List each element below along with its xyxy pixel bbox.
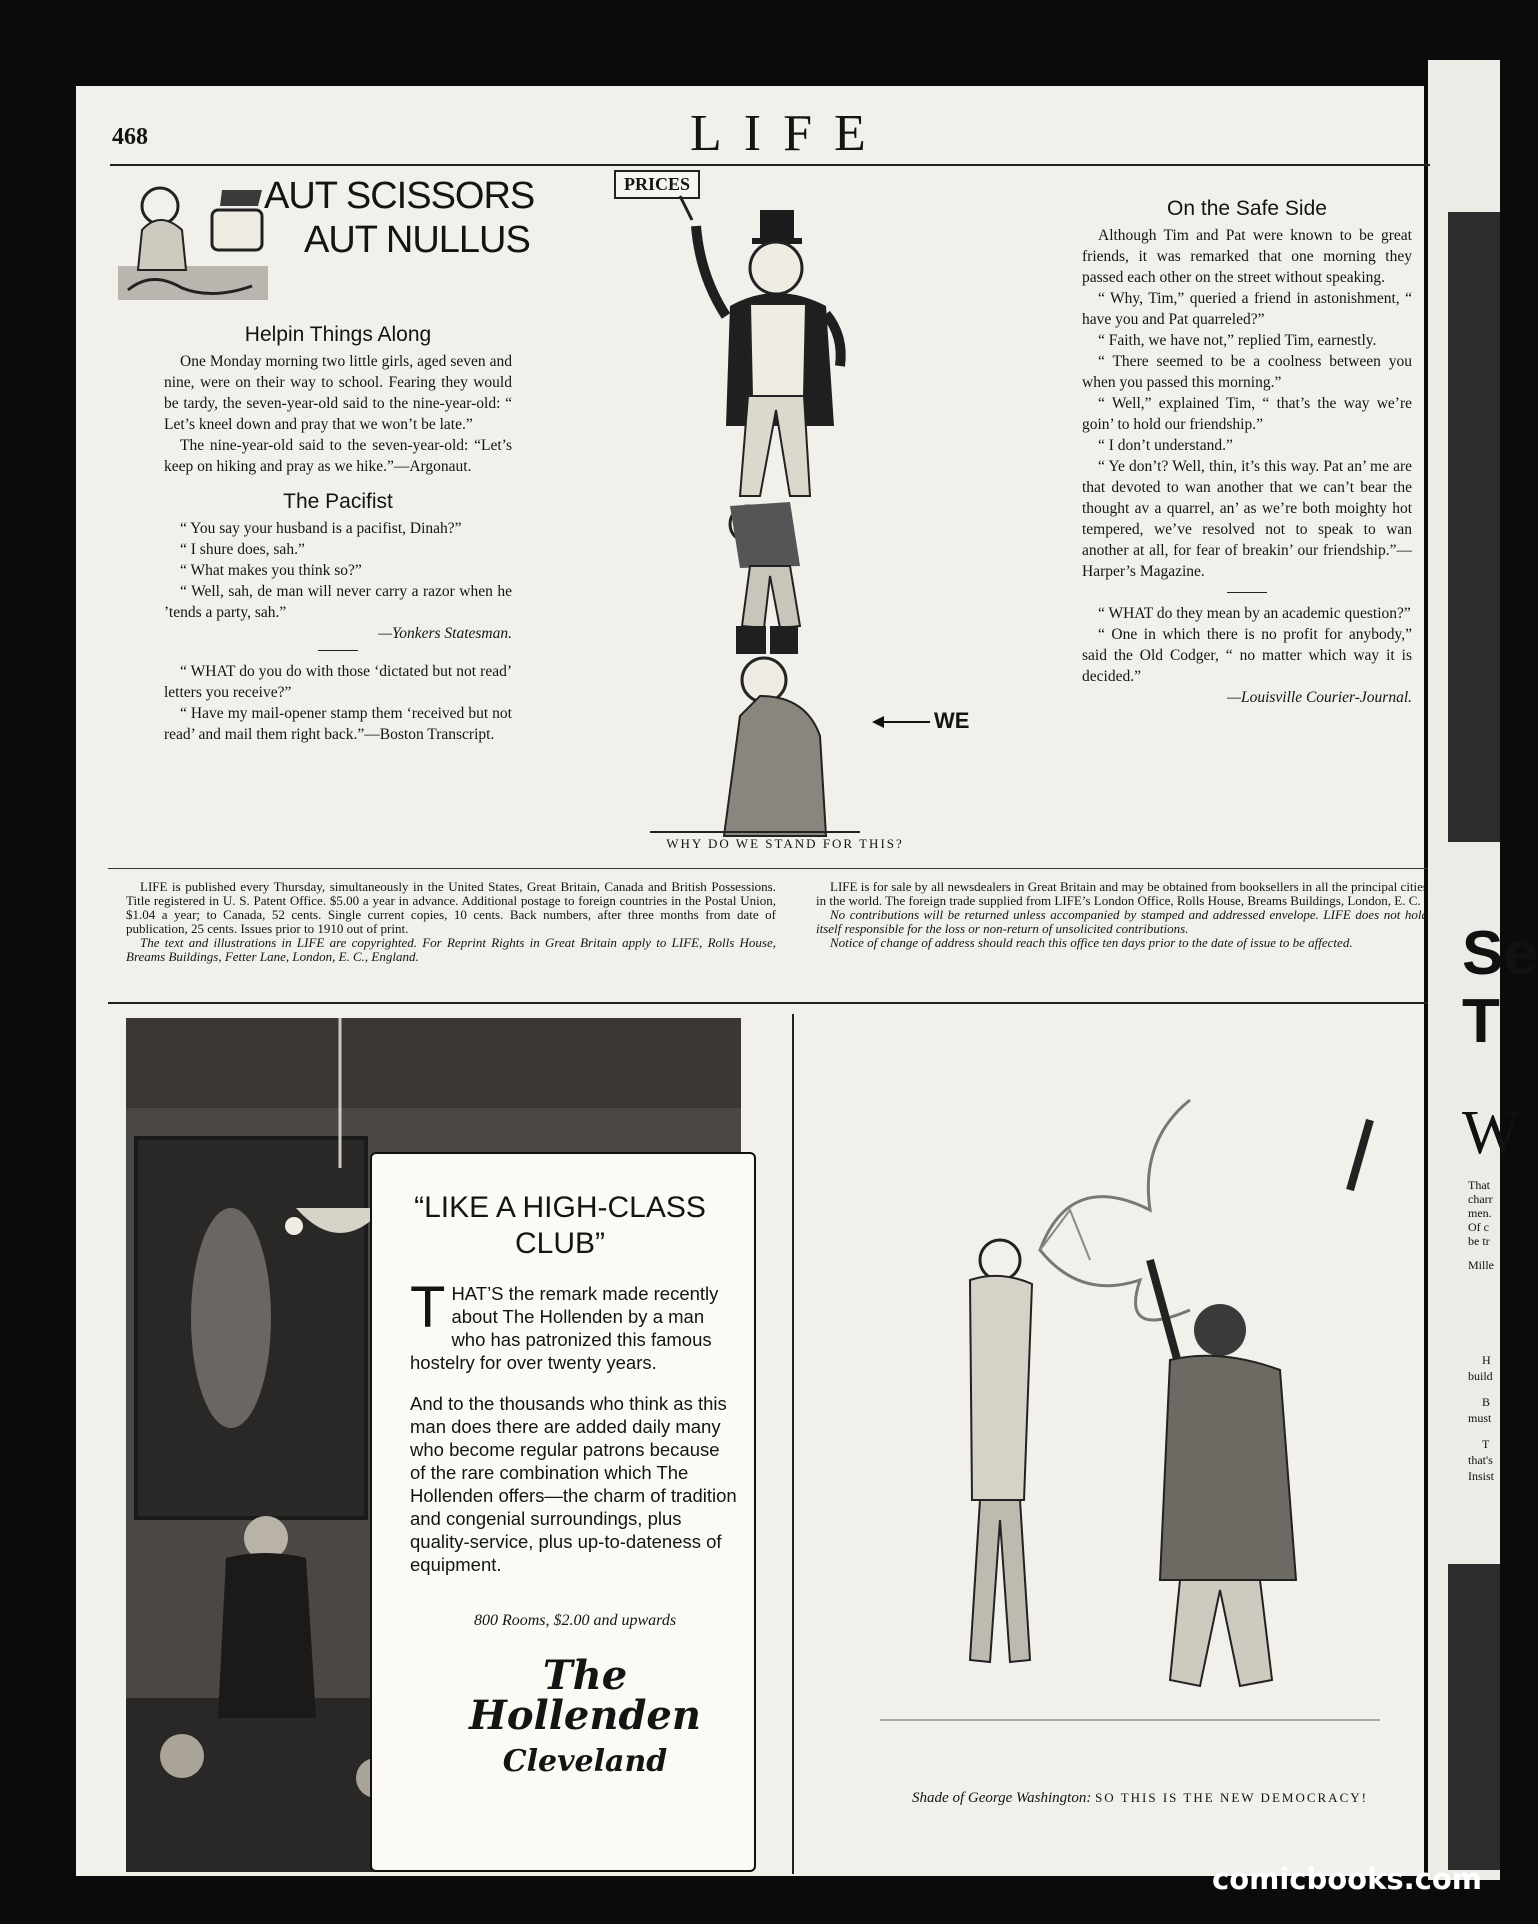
washington-cartoon xyxy=(820,1080,1420,1780)
next-page-text-miller: Mille xyxy=(1468,1258,1494,1272)
source-credit: —Louisville Courier-Journal. xyxy=(1227,689,1412,706)
notice-paragraph: The text and illustrations in LIFE are copyrighted. For Reprint Rights in Great Britain apply to LIFE, Rolls House, Breams Buildings, Fetter Lane, London, E. C., England. xyxy=(126,935,776,964)
paragraph: “ Why, Tim,” queried a friend in astonishment, “ have you and Pat quarreled?” xyxy=(1082,290,1412,328)
story-title: Helpin Things Along xyxy=(244,323,432,346)
arrow-icon xyxy=(872,712,932,732)
paragraph: “ One in which there is no profit for anybody,” said the Old Codger, “ no matter which way it is decided.” xyxy=(1082,626,1412,685)
paragraph: “ WHAT do you do with those ‘dictated but not read’ letters you receive?” xyxy=(164,663,512,701)
paragraph: One Monday morning two little girls, aged seven and nine, were on their way to school. Fearing they would be tardy, the seven-year-old said to the nine-year-old: “ Let’s kneel down and pray that we won’t be late.” xyxy=(164,353,512,433)
next-page-headline-1: Se xyxy=(1462,919,1538,988)
paragraph: “ Faith, we have not,” replied Tim, earnestly. xyxy=(1098,332,1377,349)
divider xyxy=(1227,592,1267,593)
header-rule xyxy=(110,164,1430,166)
notice-paragraph: LIFE is for sale by all newsdealers in Great Britain and may be obtained from booksellers in all the principal cities in the world. The foreign trade supplied from LIFE’s London Office, Rolls House, Breams Buildings, London, E. C. xyxy=(816,879,1428,908)
paragraph: The nine-year-old said to the seven-year-old: “Let’s keep on hiking and pray as we hike.”—Argonaut. xyxy=(164,437,512,475)
right-text-column xyxy=(1082,194,1412,708)
publication-notice-right xyxy=(816,880,1428,950)
ad-body xyxy=(410,1275,740,1594)
paragraph: “ Well, sah, de man will never carry a razor when he ’tends a party, sah.” xyxy=(164,583,512,621)
paragraph: “ Ye don’t? Well, thin, it’s this way. Pat an’ me are that devoted to wan another that we can’t bear the thought av a quarrel, an’ as we’re both moighty hot tempered, we’ve resolved not to speak to wan another at all, for fear of breakin’ our friendship.”—Harper’s Magazine. xyxy=(1082,458,1412,580)
story-title: On the Safe Side xyxy=(1167,197,1327,220)
story-title: The Pacifist xyxy=(283,490,393,513)
cartoon-label-we: WE xyxy=(934,708,970,733)
ornament-illustration xyxy=(112,170,272,310)
ad-rooms-price: 800 Rooms, $2.00 and upwards xyxy=(473,1612,677,1629)
panel-divider xyxy=(792,1014,794,1874)
cartoon-label-prices: PRICES xyxy=(614,170,700,199)
hollenden-logo: The Hollenden Cleveland xyxy=(469,1652,701,1779)
paragraph: “ I shure does, sah.” xyxy=(180,541,305,558)
ad-dropcap: T xyxy=(410,1275,446,1340)
divider xyxy=(318,650,358,651)
next-page-text-2: H build B must T that's Insist xyxy=(1468,1353,1495,1483)
next-page-headline-3: W xyxy=(1462,1099,1521,1167)
notice-rule xyxy=(108,868,1428,869)
paragraph: “ You say your husband is a pacifist, Dinah?” xyxy=(180,520,462,537)
notice-paragraph: Notice of change of address should reach this office ten days prior to the date of issue to be affected. xyxy=(830,935,1353,950)
notice-paragraph: No contributions will be returned unless accompanied by stamped and addressed envelope. LIFE does not hold itself responsible for the loss or non-return of unsolicited contributions. xyxy=(816,907,1428,936)
paragraph: “ WHAT do they mean by an academic question?” xyxy=(1098,605,1411,622)
column-heading: AUT SCISSORS AUT NULLUS xyxy=(264,175,535,261)
notice-bottom-rule xyxy=(108,1002,1428,1004)
left-text-column xyxy=(164,320,512,745)
page-number: 468 xyxy=(112,124,148,150)
next-page-headline-2: T xyxy=(1462,987,1500,1056)
site-watermark: comicbooks.com xyxy=(1212,1862,1482,1896)
source-credit: —Yonkers Statesman. xyxy=(378,625,512,642)
cartoon-stacked-men xyxy=(630,196,930,836)
notice-paragraph: LIFE is published every Thursday, simultaneously in the United States, Great Britain, Canada and British Possessions. Title registered in U. S. Patent Office. $5.00 a year in advance. Additional postage to foreign countries in the Postal Union, $1.04 a year; to Canada, 52 cents. Single current copies, 10 cents. Back numbers, after three months from date of publication, 25 cents. Issues prior to 1910 out of print. xyxy=(126,879,776,936)
paragraph: “ I don’t understand.” xyxy=(1098,437,1233,454)
paragraph: “ What makes you think so?” xyxy=(180,562,362,579)
ad-headline: “LIKE A HIGH-CLASS CLUB” xyxy=(414,1191,706,1260)
next-page-photo-bottom xyxy=(1448,1564,1500,1870)
paragraph: “ Well,” explained Tim, “ that’s the way we’re goin’ to hold our friendship.” xyxy=(1082,395,1412,433)
publication-notice-left xyxy=(126,880,776,964)
paragraph: “ Have my mail-opener stamp them ‘received but not read’ and mail them right back.”—Boston Transcript. xyxy=(164,705,512,743)
ad-paragraph: And to the thousands who think as this man does there are added daily many who become regular patrons because of the rare combination which The Hollenden offers—the charm of tradition and congenial surroundings, plus quality-service, plus up-to-dateness of equipment. xyxy=(410,1393,737,1575)
masthead-title: LIFE xyxy=(690,105,888,162)
illustration-caption: Shade of George Washington: SO THIS IS THE NEW DEMOCRACY! xyxy=(912,1790,1368,1806)
ad-paragraph: THAT’S the remark made recently about The Hollenden by a man who has patronized this famous hostelry for over twenty years. xyxy=(410,1275,719,1373)
next-page-text-1: That charr men. Of c be tr xyxy=(1468,1178,1493,1248)
paragraph: Although Tim and Pat were known to be great friends, it was remarked that one morning they passed each other on the street without speaking. xyxy=(1082,227,1412,286)
paragraph: “ There seemed to be a coolness between you when you passed this morning.” xyxy=(1082,353,1412,391)
cartoon-caption: WHY DO WE STAND FOR THIS? xyxy=(666,836,904,851)
next-page-photo xyxy=(1448,212,1500,842)
